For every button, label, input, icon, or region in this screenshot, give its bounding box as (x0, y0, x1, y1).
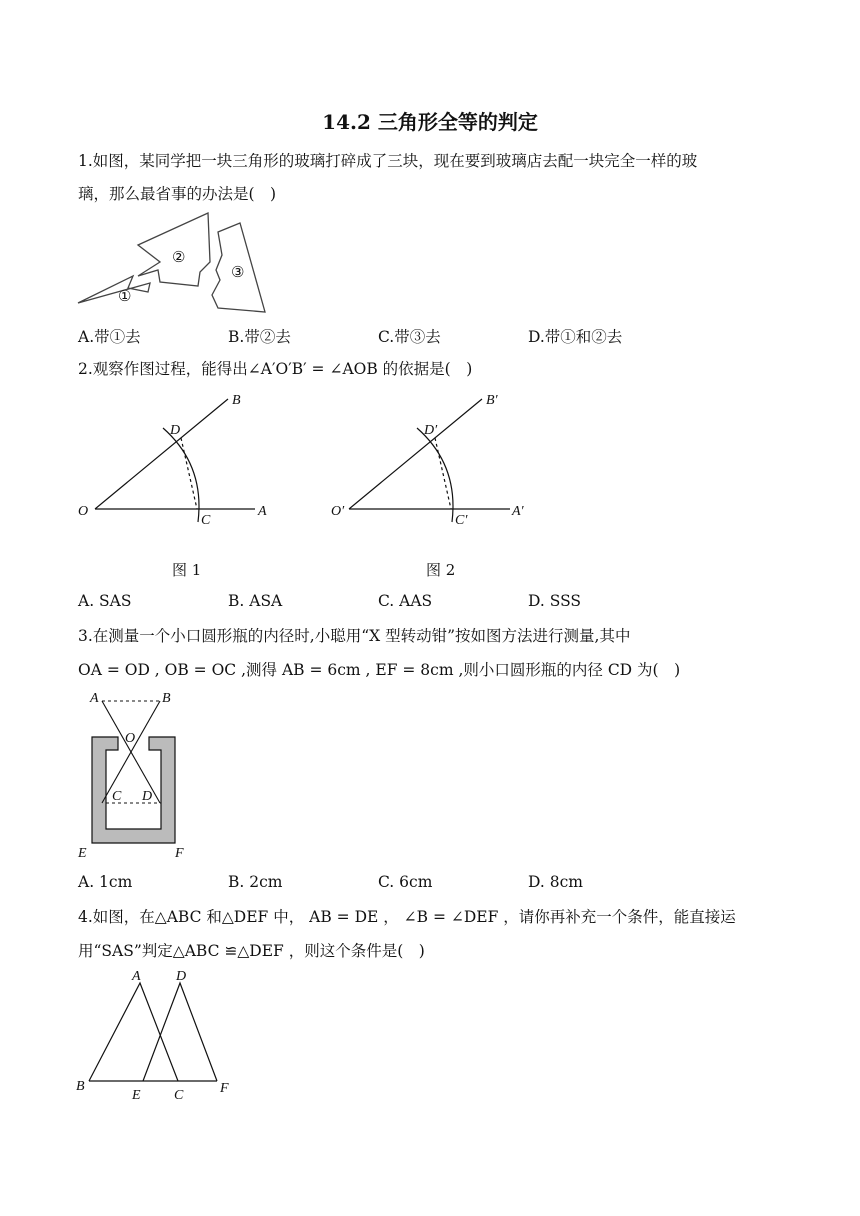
triangle-def (143, 983, 217, 1081)
svg-text:C: C (112, 789, 122, 804)
figure-caption-1: 图 1 (172, 561, 202, 579)
q4-text-line2: 用“SAS”判定△ABC ≌△DEF ，则这个条件是( ) (78, 942, 425, 960)
svg-text:A′: A′ (512, 504, 524, 519)
q1-text-line2: 璃，那么最省事的办法是( ) (78, 185, 277, 203)
q1-text-line1: 1.如图，某同学把一块三角形的玻璃打碎成了三块，现在要到玻璃店去配一块完全一样的玻 (78, 152, 698, 170)
svg-text:O′: O′ (331, 504, 345, 519)
figure-caption-2: 图 2 (426, 561, 456, 579)
svg-text:F: F (220, 1081, 229, 1096)
piece-label-1: ① (118, 287, 132, 305)
svg-text:D: D (142, 789, 153, 804)
q1-option-c[interactable]: C.带③去 (378, 328, 441, 346)
svg-text:B: B (232, 393, 241, 408)
svg-text:D: D (176, 969, 187, 984)
q3-text-line1: 3.在测量一个小口圆形瓶的内径时,小聪用“X 型转动钳”按如图方法进行测量,其中 (78, 627, 631, 645)
q1-option-d[interactable]: D.带①和②去 (528, 328, 623, 346)
q2-text-line1: 2.观察作图过程，能得出∠A′O′B′ = ∠AOB 的依据是( ) (78, 360, 473, 378)
q2-option-c[interactable]: C. AAS (378, 592, 433, 610)
svg-text:B: B (76, 1079, 85, 1094)
svg-text:C: C (201, 513, 211, 528)
svg-text:C: C (174, 1088, 184, 1103)
piece-label-2: ② (172, 248, 186, 266)
q4-text-line1: 4.如图，在△ABC 和△DEF 中， AB = DE ， ∠B = ∠DEF ，请你再补充一个条件，能直接运 (78, 908, 736, 926)
svg-text:D: D (170, 423, 181, 438)
svg-text:C′: C′ (455, 513, 468, 528)
q3-option-b[interactable]: B. 2cm (228, 873, 283, 891)
svg-text:D′: D′ (424, 423, 438, 438)
q1-option-a[interactable]: A.带①去 (78, 328, 141, 346)
q2-option-a[interactable]: A. SAS (78, 592, 132, 610)
svg-text:A: A (132, 969, 141, 984)
q3-option-d[interactable]: D. 8cm (528, 873, 583, 891)
q2-option-b[interactable]: B. ASA (228, 592, 283, 610)
svg-text:B: B (162, 691, 171, 706)
svg-text:O: O (125, 731, 136, 746)
svg-text:A: A (90, 691, 99, 706)
svg-text:O: O (78, 504, 89, 519)
q3-text-line2: OA = OD , OB = OC ,测得 AB = 6cm , EF = 8cm ,则小口圆形瓶的内径 CD 为( ) (78, 661, 681, 679)
triangle-abc (89, 983, 178, 1081)
q1-option-b[interactable]: B.带②去 (228, 328, 291, 346)
svg-text:B′: B′ (486, 393, 498, 408)
page-title: 14.2 三角形全等的判定 (322, 110, 538, 134)
q3-option-c[interactable]: C. 6cm (378, 873, 433, 891)
svg-text:E: E (132, 1088, 141, 1103)
piece-label-3: ③ (231, 263, 245, 281)
svg-text:F: F (175, 846, 184, 861)
q2-option-d[interactable]: D. SSS (528, 592, 582, 610)
q3-option-a[interactable]: A. 1cm (78, 873, 133, 891)
svg-text:A: A (258, 504, 267, 519)
svg-text:E: E (78, 846, 87, 861)
